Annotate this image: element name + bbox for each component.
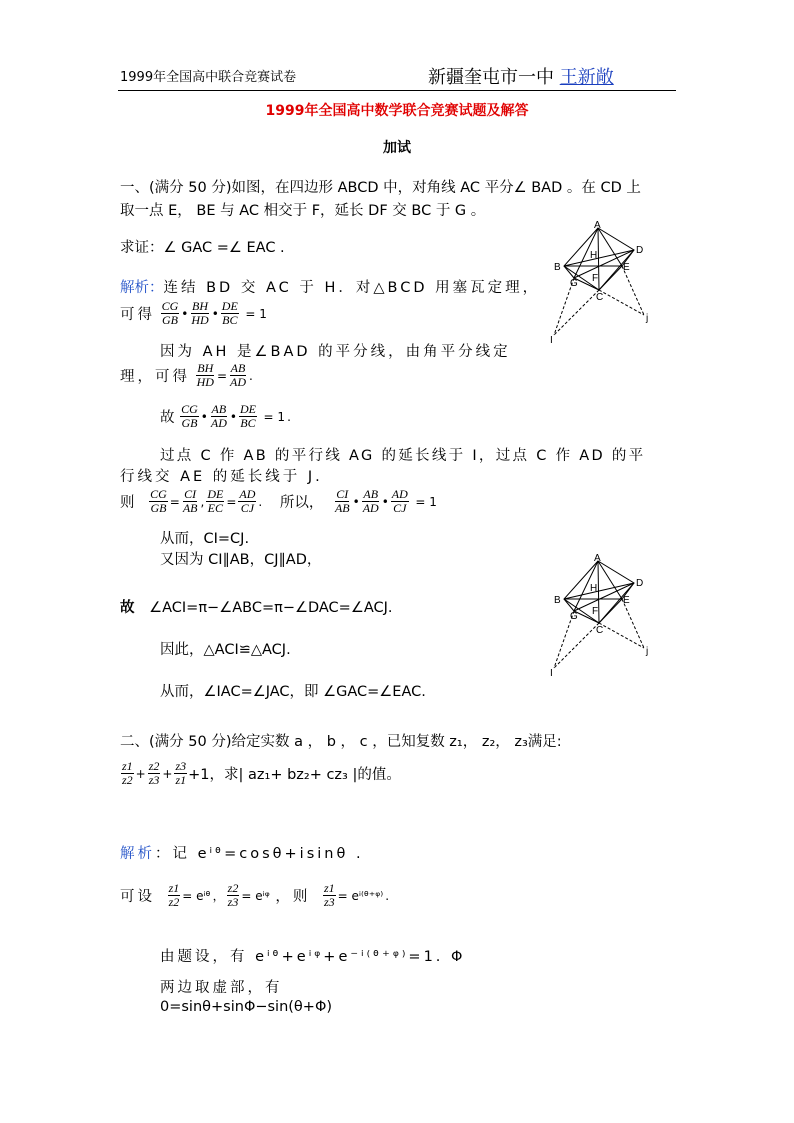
page-title: 1999年全国高中数学联合竞赛试题及解答: [265, 103, 529, 119]
header-author-link[interactable]: 王新敞: [559, 67, 614, 88]
frac-de-bc-3: $\frac{DE}{BC}$: [239, 402, 256, 430]
fig2-label-g: G: [570, 611, 578, 622]
frac-ab-ad: $\frac{AB}{AD}$: [230, 361, 247, 389]
frac-set2: $\frac{z2}{z3}$: [227, 881, 239, 909]
frac-ab-ad-3: $\frac{AB}{AD}$: [210, 402, 227, 430]
p1-gu-line: 故 $\frac{CG}{GB}$ • $\frac{AB}{AD}$ • $\frac{DE}{BC}$ = 1 .: [160, 402, 291, 430]
fig1-label-g: G: [570, 278, 578, 289]
eq-one: = 1: [245, 306, 267, 321]
geometry-figure-1: [548, 220, 658, 345]
p1-angle-eq: ∠ACI=π−∠ABC=π−∠DAC=∠ACJ.: [149, 600, 393, 616]
frac-ci-ab-5: $\frac{CI}{AB}$: [334, 487, 350, 515]
p2-set-line: 可设 $\frac{z1}{z2}$ = eⁱᶿ ， $\frac{z2}{z3}$ = eⁱᵠ ，则 $\frac{z1}{z3}$ = eⁱ⁽ᶿ⁺ᵠ⁾ .: [120, 881, 390, 909]
header-left: 1999年全国高中联合竞赛试卷: [120, 70, 297, 85]
p2-line-c: 0=sinθ+sinΦ−sin(θ+Φ): [160, 999, 333, 1015]
p2-condition-line: $\frac{z1}{z2}$ + $\frac{z2}{z3}$ + $\frac{z3}{z1}$ +1，求| az₁+ bz₂+ cz₃ |的值。: [122, 759, 401, 787]
p2-solution-text: ：记 eⁱᶿ=cosθ+isinθ .: [155, 846, 364, 862]
fig2-label-a: A: [594, 553, 601, 564]
p2-line-b: 两边取虚部，有: [160, 980, 283, 996]
p1-prove: 求证：∠ GAC =∠ EAC .: [120, 240, 285, 256]
p1-solution-label: 解析：: [120, 280, 164, 296]
frac-ci-ab: $\frac{CI}{AB}$: [182, 487, 198, 515]
frac-de-bc: $\frac{DE}{BC}$: [221, 299, 238, 327]
p1-line1: 一、(满分 50 分)如图，在四边形 ABCD 中，对角线 AC 平分∠ BAD 。在 CD 上: [120, 180, 641, 196]
p1-line-c1: 过点 C 作 AB 的平行线 AG 的延长线于 I，过点 C 作 AD 的平: [160, 448, 646, 464]
fig1-label-f: F: [592, 273, 599, 284]
fig2-label-b: B: [554, 595, 561, 606]
p1-ze: 则: [120, 495, 135, 511]
fig2-label-c: C: [596, 625, 604, 636]
p1-line-ah: 因为 AH 是∠BAD 的平分线，由角平分线定: [160, 344, 511, 360]
p1-gu: 故: [160, 410, 175, 426]
fig2-label-j: j: [646, 646, 649, 657]
header-right: [428, 63, 614, 89]
p2-kesh: 可设: [120, 889, 155, 905]
fig1-label-e: E: [623, 262, 630, 273]
frac-bh-hd: $\frac{BH}{HD}$: [191, 299, 209, 327]
fig1-label-h: H: [590, 250, 598, 261]
fig2-label-d: D: [636, 578, 644, 589]
fig2-label-h: H: [590, 583, 598, 594]
header-school: 新疆奎屯市一中: [428, 67, 554, 88]
fig1-label-j: j: [646, 313, 649, 324]
p2-solution-label: 解析: [120, 846, 155, 862]
fig1-label-b: B: [554, 262, 561, 273]
header-divider: [118, 90, 676, 91]
fig1-label-d: D: [636, 245, 644, 256]
frac-ad-cj: $\frac{AD}{CJ}$: [239, 487, 256, 515]
p1-solution-text: 连结 BD 交 AC 于 H．对△BCD 用塞瓦定理，: [163, 280, 541, 296]
p2-line1: 二、(满分 50 分)给定实数 a ， b ， c ，已知复数 z₁， z₂， z₃满足:: [120, 734, 562, 750]
frac-z3-z1: $\frac{z3}{z1}$: [175, 759, 187, 787]
p1-congr1: 从而，CI=CJ.: [160, 531, 250, 547]
fig1-label-a: A: [594, 220, 601, 231]
frac-cg-gb-3: $\frac{CG}{GB}$: [181, 402, 198, 430]
p1-kede: 可得: [120, 307, 155, 323]
geometry-figure-2: [548, 553, 658, 678]
section-subtitle: 加试: [383, 140, 411, 156]
frac-set1: $\frac{z1}{z2}$: [168, 881, 180, 909]
fig1-label-c: C: [596, 292, 604, 303]
p1-line-c2: 行线交 AE 的延长线于 J.: [120, 469, 323, 485]
p1-suoyi: 所以，: [279, 495, 324, 511]
p1-gu2: 故: [120, 600, 135, 616]
p1-bisector-line: 理，可得 $\frac{BH}{HD}$ = $\frac{AB}{AD}$ .: [120, 361, 253, 389]
eq-one-5: = 1: [415, 494, 437, 509]
frac-de-ec: $\frac{DE}{EC}$: [207, 487, 224, 515]
p1-li: 理，可得: [120, 369, 190, 385]
frac-cg-gb: $\frac{CG}{GB}$: [161, 299, 179, 327]
frac-bh-hd-2: $\frac{BH}{HD}$: [196, 361, 214, 389]
p1-final: 从而，∠IAC=∠JAC，即 ∠GAC=∠EAC.: [160, 684, 426, 700]
fig2-label-i: I: [550, 668, 553, 678]
p1-solution-line: [120, 276, 540, 297]
frac-z1-z2: $\frac{z1}{z2}$: [122, 759, 133, 787]
eq-one-3: = 1: [263, 409, 286, 424]
p1-yinci: 因此，△ACI≌△ACJ.: [160, 642, 291, 658]
frac-ad-cj-5: $\frac{AD}{CJ}$: [391, 487, 408, 515]
p2-line2-tail: +1，求| az₁+ bz₂+ cz₃ |的值。: [188, 767, 401, 783]
fig1-label-i: I: [550, 335, 553, 345]
p1-ratio-line: 则 $\frac{CG}{GB}$ = $\frac{CI}{AB}$ , $\frac{DE}{EC}$ = $\frac{AD}{CJ}$ . 所以， $\frac{CI}{AB}$ • $\frac{AB}{AD}$ • $\frac{AD}{CJ}$ = 1: [120, 487, 437, 515]
fig2-label-f: F: [592, 606, 599, 617]
p2-line-a: 由题设，有 eⁱᶿ+eⁱᵠ+e⁻ⁱ⁽ᶿ⁺ᵠ⁾=1. Φ: [160, 949, 466, 965]
frac-set3: $\frac{z1}{z3}$: [323, 881, 335, 909]
frac-ab-ad-5: $\frac{AB}{AD}$: [362, 487, 379, 515]
frac-z2-z3: $\frac{z2}{z3}$: [148, 759, 160, 787]
p1-line2: 取一点 E， BE 与 AC 相交于 F，延长 DF 交 BC 于 G 。: [120, 203, 486, 219]
p2-solution-line: [120, 842, 364, 863]
p1-youyin: 又因为 CI∥AB，CJ∥AD，: [160, 552, 322, 568]
frac-cg-gb-4: $\frac{CG}{GB}$: [150, 487, 167, 515]
fig2-label-e: E: [623, 595, 630, 606]
p1-ceva-line: 可得 $\frac{CG}{GB}$ • $\frac{BH}{HD}$ • $\frac{DE}{BC}$ = 1: [120, 299, 267, 327]
p1-angle-line: [120, 596, 393, 617]
p2-ze: ，则: [275, 889, 311, 905]
